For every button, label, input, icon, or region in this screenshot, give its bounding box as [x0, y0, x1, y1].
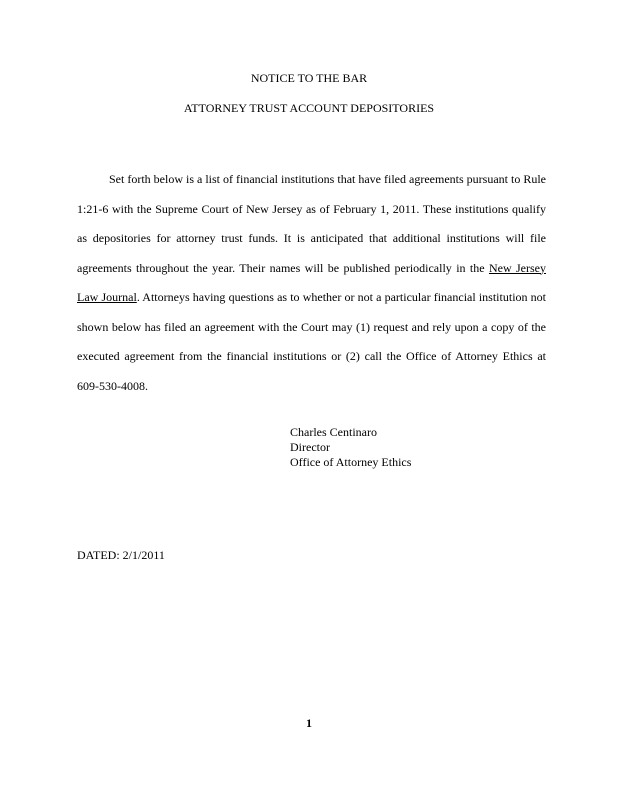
signatory-name: Charles Centinaro	[290, 425, 377, 439]
signatory-office: Office of Attorney Ethics	[290, 455, 412, 469]
signature-block	[290, 425, 411, 470]
paragraph-text-part2: . Attorneys having questions as to whether or not a particular financial institution not shown below has filed an agreement with the Court may (1) request and rely upon a copy of the executed agreement from the financial institutions or (2) call the Office of Attorney Ethics at 609-530-4008.	[77, 290, 547, 393]
notice-subtitle: ATTORNEY TRUST ACCOUNT DEPOSITORIES	[183, 101, 435, 115]
signatory-title: Director	[290, 440, 330, 454]
page-number: 1	[306, 716, 312, 730]
paragraph-text-part1: Set forth below is a list of financial institutions that have filed agreements pursuant to Rule 1:21-6 with the Supreme Court of New Jersey as of February 1, 2011. These institutions qualify as depositories for attorney trust funds. It is anticipated that additional institutions will file agreements throughout the year. Their names will be published periodically in the	[77, 172, 546, 275]
publication-name: New Jersey Law Journal	[77, 260, 546, 304]
dated-line: DATED: 2/1/2011	[77, 548, 165, 562]
notice-title: NOTICE TO THE BAR	[250, 71, 368, 85]
notice-paragraph	[77, 165, 546, 401]
